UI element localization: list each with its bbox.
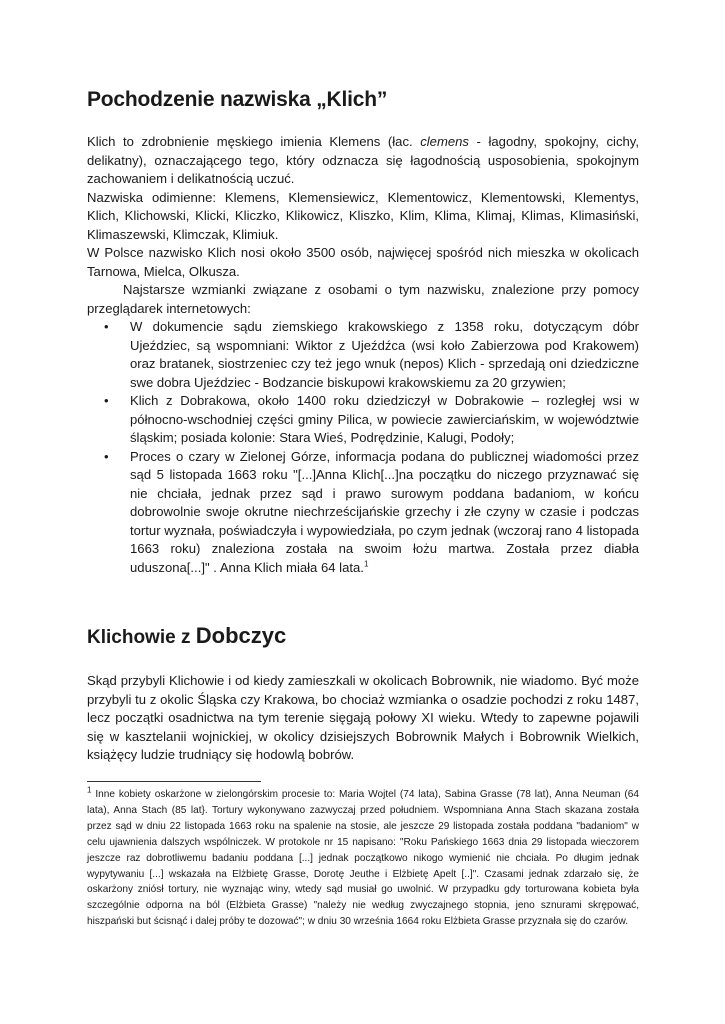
- intro-paragraph-4: Najstarsze wzmianki związane z osobami o tym nazwisku, znalezione przy pomocy przeglądarek internetowych:: [87, 282, 639, 316]
- bullet-icon: •: [104, 319, 109, 334]
- footnote-text: Inne kobiety oskarżone w zielongórskim procesie to: Maria Wojtel (74 lata), Sabina Grasse (78 lat), Anna Neuman (64 lata), Anna Stach (85 lat}. Tortury wykonywano zazwyczaj przed południem. Wspomniana Anna Stach skazana została przez sąd w dniu 22 listopada 1663 roku na spalenie na stosie, ale jeszcze 29 listopada została poddana "badaniom" w celu ujawnienia dalszych wspólniczek. W protokole nr 15 napisano: "Roku Pańskiego 1663 dnia 29 listopada wieczorem jeszcze raz dobrotliwemu badaniu poddana [...] jednak początkowo nikogo wymienić nie chciała. Po długim jednak wypytywaniu [...] wskazała na Elżbietę Grasse, Dorotę Jeuthe i Elżbietę Apelt [..]". Czasami jednak zdarzało się, że oskarżony zniósł tortury, nie wyznając winy, wtedy sąd musiał go uwolnić. W przypadku gdy torturowana kobieta była szczególnie odporna na ból (Elżbieta Grasse) "należy nie według zwyczajnego stopnia, jeno sznurami skrępować, hiszpański but ścisnąć i dalej próby te dozować"; w dniu 30 września 1664 roku Elżbieta Grasse przyznała się do czarów.: [87, 789, 639, 928]
- page-title: Pochodzenie nazwiska „Klich”: [87, 88, 388, 111]
- footnote: [87, 787, 639, 930]
- intro-section: [87, 133, 639, 577]
- section-heading: [87, 622, 286, 650]
- list-item: [87, 318, 639, 392]
- footnote-reference[interactable]: 1: [363, 559, 369, 569]
- intro-p1-end: - łagodny, spokojny, cichy, delikatny), oznaczającego tego, który odznacza się łagodnością usposobienia, spokojnym zachowaniem i delikatnością uczuć.: [87, 134, 639, 186]
- intro-paragraph-3: W Polsce nazwisko Klich nosi około 3500 osób, najwięcej spośród nich mieszka w okolicach Tarnowa, Mielca, Olkusza.: [87, 245, 639, 279]
- list-item-text: Klich z Dobrakowa, około 1400 roku dziedziczył w Dobrakowie – rozległej wsi w północno-wschodniej części gminy Pilica, w powiecie zawierciańskim, w województwie śląskim; posiada kolonie: Stara Wieś, Podrędzinie, Kalugi, Podoły;: [130, 393, 639, 445]
- bullet-icon: •: [104, 393, 109, 408]
- list-item-text: W dokumencie sądu ziemskiego krakowskiego z 1358 roku, dotyczącym dóbr Ujeździec, są wspomniani: Wiktor z Ujeźdźca (wsi koło Zabierzowa pod Krakowem) oraz bratanek, siostrzeniec czy też jego wnuk (nepos) Klich - sprzedają oni dziedziczne swe dobra Ujeździec - Bodzancie biskupowi krakowskiemu za 20 grzywien;: [130, 319, 639, 390]
- list-item: [87, 448, 639, 578]
- bullet-icon: •: [104, 448, 109, 464]
- section-paragraph: Skąd przybyli Klichowie i od kiedy zamieszkali w okolicach Bobrownik, nie wiadomo. Być może przybyli tu z okolic Śląska czy Krakowa, bo chociaż wzmianka o osadzie pochodzi z roku 1487, lecz początki osadnictwa na tym terenie sięgają połowy XI wieku. Wtedy to zapewne pojawili się w kasztelanii wojnickiej, w okolicy dzisiejszych Bobrownik Małych i Bobrownik Wielkich, książęcy ludzie trudniący się hodowlą bobrów.: [87, 673, 639, 762]
- mentions-list: [87, 318, 639, 577]
- intro-paragraph-2: Nazwiska odimienne: Klemens, Klemensiewicz, Klementowicz, Klementowski, Klementys, Klich, Klichowski, Klicki, Kliczko, Klikowicz, Kliszko, Klim, Klima, Klimaj, Klimas, Klimasiński, Klimaszewski, Klimczak, Klimiuk.: [87, 189, 639, 242]
- latin-term: clemens: [420, 134, 469, 149]
- footnote-number: 1: [87, 785, 92, 795]
- list-item: [87, 392, 639, 448]
- footnote-paragraph: [87, 787, 639, 930]
- section-body: [87, 672, 639, 765]
- list-item-text: Proces o czary w Zielonej Górze, informacja podana do publicznej wiadomości przez sąd 5 listopada 1663 roku "[...]Anna Klich[...]na początku do niczego przyznawać się nie chciała, jednak przez sąd i prawo surowym poddana badaniom, w końcu dobrowolnie swoje okrutne niechrześcijańskie grzechy i złe czyny w czasie i podczas tortur wyznała, poświadczyła i wypowiedziała, po czym jednak (wczoraj rano 4 listopada 1663 roku) znaleziona została na swoim łożu martwa. Została przez diabła uduszona[...]" . Anna Klich miała 64 lata.: [130, 448, 639, 575]
- intro-p1-start: Klich to zdrobnienie męskiego imienia Klemens (łac.: [87, 134, 421, 149]
- section-heading-part1: Klichowie z: [87, 627, 196, 648]
- intro-paragraph-1: [87, 133, 639, 189]
- section-heading-part2: Dobczyc: [195, 623, 287, 648]
- footnote-separator: [87, 781, 261, 782]
